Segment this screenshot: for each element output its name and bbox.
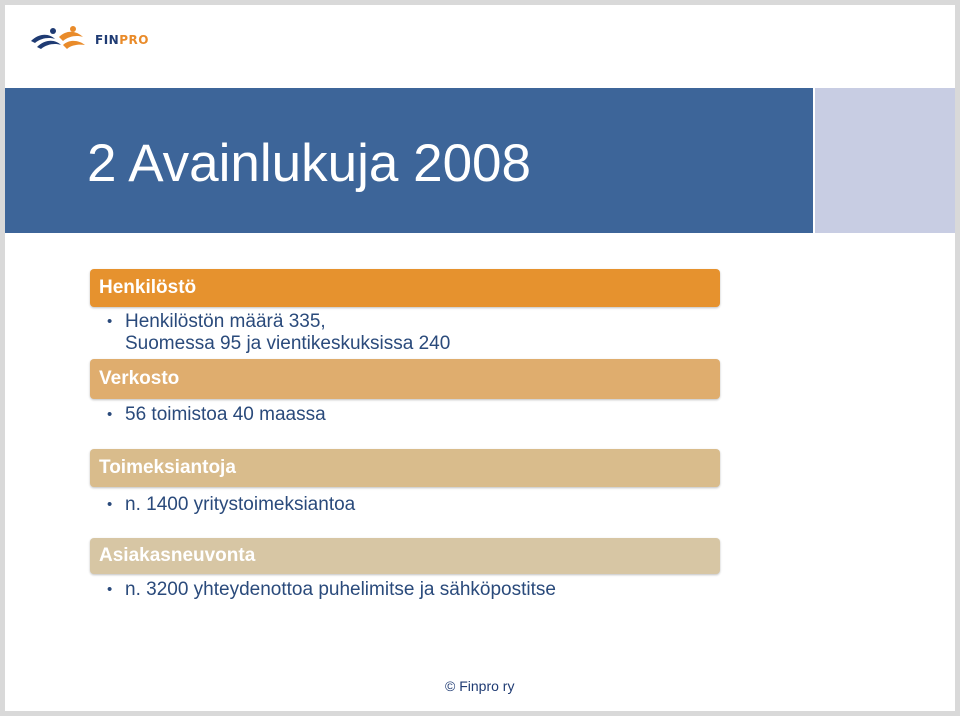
bullet-text-line1: Henkilöstön määrä 335, — [125, 311, 326, 332]
section-heading-henkilosto: Henkilöstö — [90, 269, 720, 307]
copyright-footer: © Finpro ry — [445, 678, 515, 694]
bullet-text-line2: Suomessa 95 ja vientikeskuksissa 240 — [125, 333, 451, 354]
page-title: 2 Avainlukuja 2008 — [87, 134, 532, 193]
section-heading-asiakasneuvonta: Asiakasneuvonta — [90, 538, 720, 574]
title-accent-block — [815, 88, 955, 233]
list-item: • 56 toimistoa 40 maassa — [107, 404, 326, 426]
bullet-list-henkilosto — [107, 311, 450, 355]
section-heading-verkosto: Verkosto — [90, 359, 720, 399]
bullet-list-verkosto — [107, 404, 326, 426]
slide — [5, 5, 955, 711]
list-item: • n. 1400 yritystoimeksiantoa — [107, 494, 355, 516]
list-item: • n. 3200 yhteydenottoa puhelimitse ja sähköpostitse — [107, 579, 556, 601]
section-heading-toimeksiantoja: Toimeksiantoja — [90, 449, 720, 487]
bullet-list-toimeksiantoja — [107, 494, 355, 516]
logo-wordmark: FINPRO — [95, 33, 149, 47]
finpro-birds-icon — [29, 23, 89, 55]
list-item — [107, 311, 450, 355]
bullet-list-asiakasneuvonta — [107, 579, 556, 601]
finpro-logo — [29, 23, 159, 59]
